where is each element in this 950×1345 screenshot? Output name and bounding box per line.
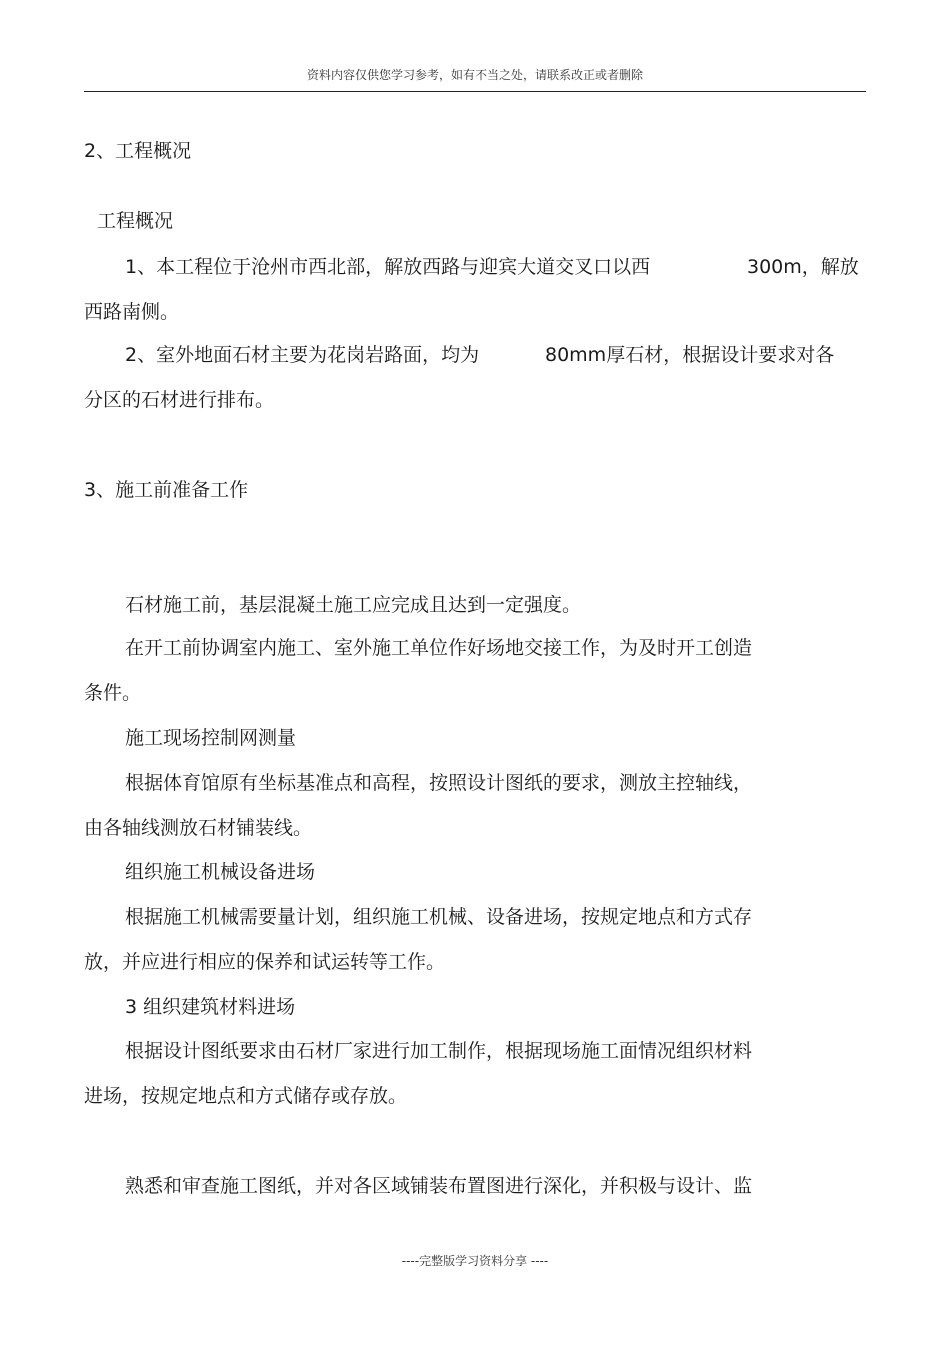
section-3-title: 3、施工前准备工作 (84, 479, 249, 501)
header-divider (84, 91, 866, 92)
section-3-para-4-line-2: 放，并应进行相应的保养和试运转等工作。 (84, 951, 446, 973)
section-2-para-2-line-1b: 80mm厚石材，根据设计要求对各 (545, 344, 835, 366)
page-header-notice: 资料内容仅供您学习参考，如有不当之处，请联系改正或者删除 (306, 68, 643, 82)
section-3-para-5-line-1: 根据设计图纸要求由石材厂家进行加工制作，根据现场施工面情况组织材料 (125, 1040, 753, 1062)
section-2-title: 2、工程概况 (84, 140, 192, 162)
section-3-para-2-line-2: 条件。 (84, 682, 142, 704)
section-3-heading-machinery: 组织施工机械设备进场 (125, 861, 316, 883)
section-3-para-6-line-1: 熟悉和审查施工图纸，并对各区域铺装布置图进行深化，并积极与设计、监 (125, 1175, 753, 1197)
page-footer: ----完整版学习资料分享 ---- (401, 1254, 549, 1268)
section-3-para-3-line-2: 由各轴线测放石材铺装线。 (84, 817, 313, 839)
section-3-heading-survey: 施工现场控制网测量 (125, 727, 297, 749)
section-3-para-2-line-1: 在开工前协调室内施工、室外施工单位作好场地交接工作，为及时开工创造 (125, 637, 753, 659)
section-2-para-2-line-1a: 2、室外地面石材主要为花岗岩路面，均为 (125, 344, 480, 366)
section-2-para-1-line-1b: 300m，解放 (747, 256, 859, 278)
section-3-heading-materials: 3 组织建筑材料进场 (125, 996, 296, 1018)
section-3-para-5-line-2: 进场，按规定地点和方式储存或存放。 (84, 1085, 408, 1107)
section-3-para-1: 石材施工前，基层混凝土施工应完成且达到一定强度。 (125, 594, 582, 616)
section-3-para-3-line-1: 根据体育馆原有坐标基准点和高程，按照设计图纸的要求，测放主控轴线， (125, 772, 753, 794)
section-2-para-1-line-2: 西路南侧。 (84, 301, 180, 323)
section-2-subtitle: 工程概况 (97, 210, 174, 232)
section-2-para-1-line-1a: 1、本工程位于沧州市西北部，解放西路与迎宾大道交叉口以西 (125, 256, 651, 278)
section-2-para-2-line-2: 分区的石材进行排布。 (84, 389, 275, 411)
section-3-para-4-line-1: 根据施工机械需要量计划，组织施工机械、设备进场，按规定地点和方式存 (125, 906, 753, 928)
